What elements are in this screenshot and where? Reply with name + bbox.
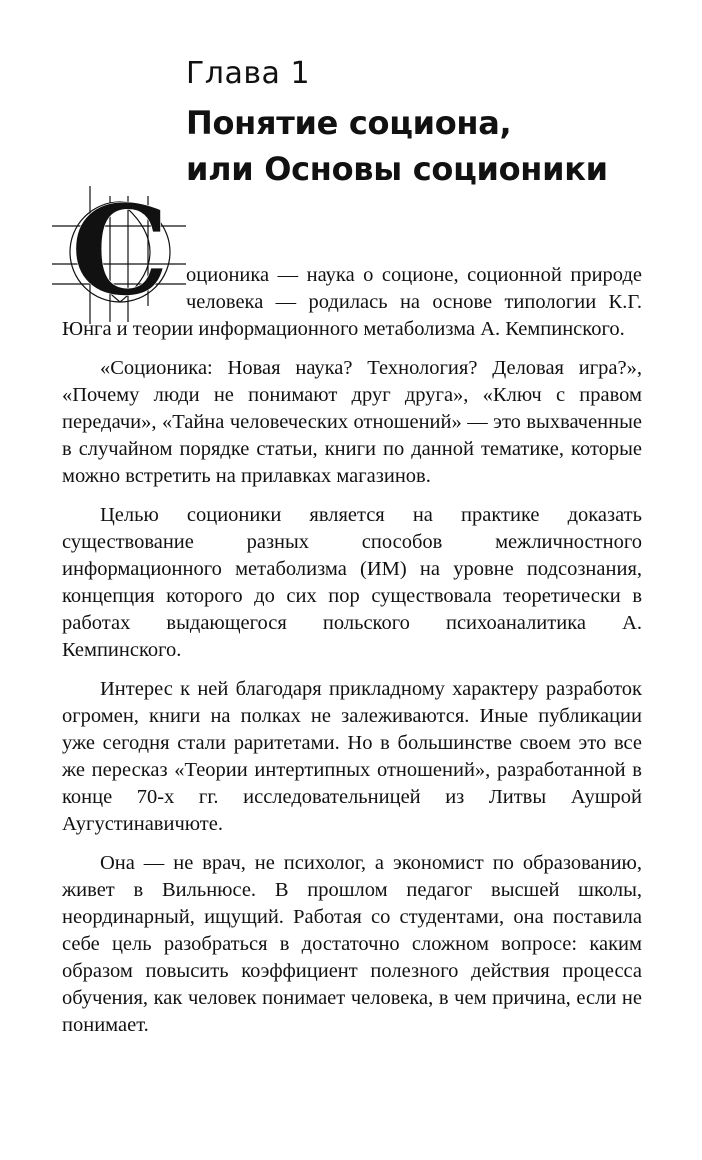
chapter-title <box>186 100 608 192</box>
chapter-label: Глава 1 <box>186 56 311 91</box>
paragraph-5: Она — не врач, не психолог, а экономист по образованию, живет в Вильнюсе. В прошлом педагог высшей школы, неординарный, ищущий. Работая со студентами, она поставила себе цель разобраться в достаточно сложном вопросе: каким образом повысить коэффициент полезного действия процесса обучения, как человек понимает человека, в чем причина, если не понимает. <box>62 852 642 1036</box>
paragraph-4: Интерес к ней благодаря прикладному характеру разработок огромен, книги на полках не залеживаются. Иные публикации уже сегодня стали раритетами. Но в большинстве своем это все же пересказ «Теории интертипных отношений», разработанной в конце 70-х гг. исследовательницей из Литвы Аушрой Аугустинавичюте. <box>62 678 642 835</box>
chapter-title-line-2: или Основы соционики <box>186 150 608 188</box>
chapter-title-line-1: Понятие соционa, <box>186 104 512 142</box>
article-body <box>62 262 642 1051</box>
drop-cap-letter: С <box>70 186 170 324</box>
paragraph-2: «Соционика: Новая наука? Технология? Деловая игра?», «Почему люди не понимают друг друга», «Ключ с правом передачи», «Тайна человеческих отношений» — это выхваченные в случайном порядке статьи, книги по данной тематике, которые можно встретить на прилавках магазинов. <box>62 357 642 487</box>
paragraph-3: Целью соционики является на практике доказать существование разных способов межличностного информационного метаболизма (ИМ) на уровне подсознания, концепция которого до сих пор существовала теоретически в работах выдающегося польского психоаналитика А. Кемпинского. <box>62 504 642 661</box>
paragraph-1-text: оционика — наука о соционе, соционной природе человека — родилась на основе типологии К.Г. Юнга и теории информационного метаболизма А. Кемпинского. <box>62 264 642 340</box>
paragraph-1 <box>62 262 642 343</box>
